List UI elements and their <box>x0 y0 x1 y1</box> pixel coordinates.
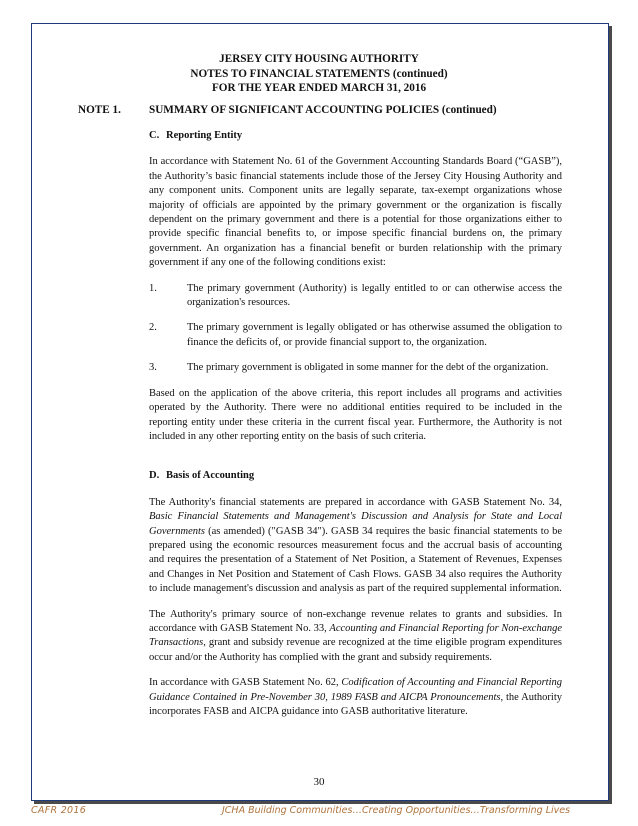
section-c-letter: C. <box>149 130 160 141</box>
condition-text: The primary government is obligated in some manner for the debt of the organization. <box>187 362 549 374</box>
main-content <box>149 129 562 730</box>
condition-number: 1. <box>149 282 157 294</box>
section-c-heading <box>149 129 562 143</box>
section-d-paragraph-1: The Authority's financial statements are prepared in accordance with GASB Statement No. 34, Basic Financial Statements and Management's Discussion and Analysis for State and Local Governments (as amended) ("GASB 34"). GASB 34 requires the basic financial statements to be prepared using the economic resources measurement focus and the accrual basis of accounting and requires the presentation of a Statement of Net Position, a Statement of Revenues, Expenses and Changes in Net Position and Statement of Cash Flows. GASB 34 also requires the Authority to include management's discussion and analysis as part of the required supplemental information. <box>149 496 562 595</box>
condition-item-1 <box>149 282 562 311</box>
section-d-paragraph-3: In accordance with GASB Statement No. 62, Codification of Accounting and Financial Reporting Guidance Contained in Pre-November 30, 1989 FASB and AICPA Pronouncements, the Authority incorporates FASB and AICPA guidance into GASB authoritative literature. <box>149 677 562 717</box>
note-title: SUMMARY OF SIGNIFICANT ACCOUNTING POLICIES (continued) <box>149 104 497 116</box>
footer-report-label: CAFR 2016 <box>31 805 87 816</box>
section-d-paragraph-2: The Authority's primary source of non-exchange revenue relates to grants and subsidies. In accordance with GASB Statement No. 33, Accounting and Financial Reporting for Non-exchange Transactions, grant and subsidy revenue are recognized at the time eligible program expenditures occur and/or the Authority has complied with the grant and subsidy requirements. <box>149 608 562 663</box>
section-d-letter: D. <box>149 470 160 482</box>
section-c-paragraph-2: Based on the application of the above criteria, this report includes all programs and activities operated by the Authority. There were no additional entities required to be included in the reporting entity under these criteria in the current fiscal year. Furthermore, the Authority is not included in any other reporting entity on the basis of such criteria. <box>149 387 562 442</box>
section-d-title: Basis of Accounting <box>166 470 255 482</box>
condition-number: 3. <box>149 362 157 374</box>
footer-tagline: JCHA Building Communities…Creating Opportunities…Transforming Lives <box>222 805 571 816</box>
condition-text: The primary government is legally obligated or has otherwise assumed the obligation to finance the deficits of, or provide financial support to, the organization. <box>187 322 562 348</box>
page-number: 30 <box>313 776 325 788</box>
document-header <box>0 52 638 96</box>
header-organization: JERSEY CITY HOUSING AUTHORITY <box>219 53 419 65</box>
condition-item-3 <box>149 361 562 375</box>
condition-number: 2. <box>149 322 157 334</box>
condition-text: The primary government (Authority) is legally entitled to or can otherwise access the organization's resources. <box>187 282 562 309</box>
condition-item-2 <box>149 321 562 350</box>
note-number: NOTE 1. <box>78 104 121 116</box>
header-subtitle: NOTES TO FINANCIAL STATEMENTS (continued) <box>190 67 448 80</box>
section-d-heading <box>149 469 562 483</box>
section-c-paragraph-1: In accordance with Statement No. 61 of the Government Accounting Standards Board (“GASB”), the Authority’s basic financial statements include those of the Jersey City Housing Authority and any component units. Component units are legally separate, tax-exempt organizations whose majority of officials are appointed by the primary government or the organization is fiscally dependent on the primary government and there is a potential for those organizations either to provide specific financial benefits to, or impose specific financial burdens on, the primary government. An organization has a financial benefit or burden relationship with the primary government if any one of the following conditions exist: <box>149 156 562 269</box>
header-period: FOR THE YEAR ENDED MARCH 31, 2016 <box>211 82 427 94</box>
section-c-title: Reporting Entity <box>166 130 243 141</box>
